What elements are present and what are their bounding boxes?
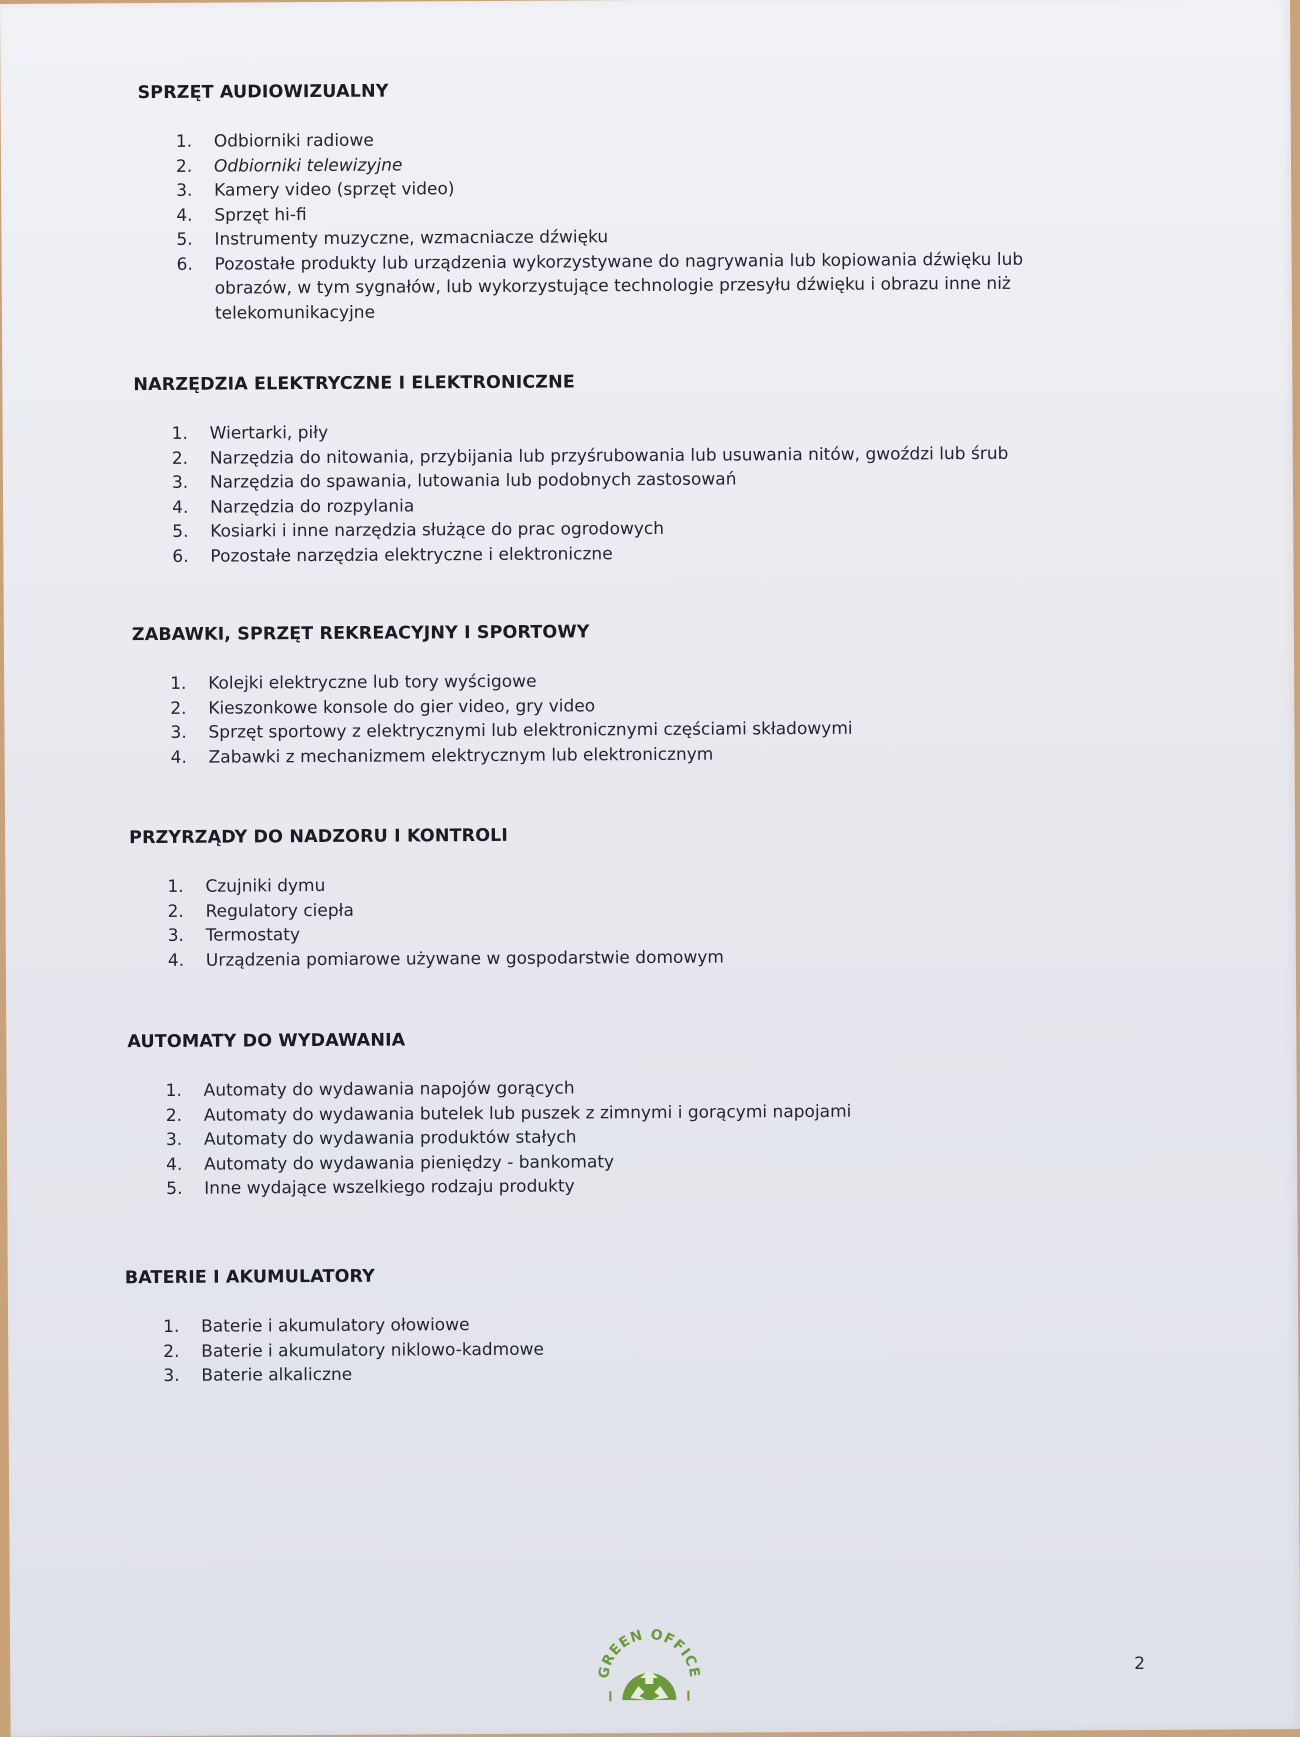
item-text: Kamery video (sprzęt video): [214, 179, 455, 201]
item-list: [138, 124, 1089, 326]
item-number: 2.: [167, 901, 184, 922]
item-number: 1.: [170, 673, 187, 694]
item-list: [129, 869, 1090, 973]
item-text: Automaty do wydawania napojów gorących: [203, 1078, 575, 1101]
item-number: 5.: [166, 1178, 183, 1199]
item-text: Baterie alkaliczne: [201, 1364, 353, 1386]
item-text: Narzędzia do nitowania, przybijania lub przyśrubowania lub usuwania nitów, gwoździ lub śrub: [209, 443, 1009, 469]
item-text: Sprzęt sportowy z elektrycznymi lub elektronicznymi częściami składowymi: [208, 718, 853, 743]
item-number: 3.: [167, 925, 185, 946]
item-number: 2.: [163, 1341, 180, 1362]
item-number: 3.: [170, 722, 187, 743]
logo-text: GREEN OFFICE: [595, 1626, 703, 1680]
item-number: 3.: [176, 180, 193, 201]
item-text: Narzędzia do spawania, lutowania lub podobnych zastosowań: [209, 469, 737, 493]
item-list: [128, 1073, 1109, 1201]
item-text: Kolejki elektryczne lub tory wyścigowe: [208, 671, 537, 694]
item-text: Instrumenty muzyczne, wzmacniacze dźwięku: [214, 227, 609, 250]
item-text: Kieszonkowe konsole do gier video, gry video: [208, 695, 596, 719]
item-number: 4.: [166, 1154, 183, 1175]
item-number: 2.: [171, 448, 189, 469]
item-text: Urządzenia pomiarowe używane w gospodarstwie domowym: [205, 947, 725, 971]
list-item: [125, 1358, 1085, 1388]
section-audiovisual: [137, 77, 1088, 326]
item-list: [132, 666, 1093, 770]
item-text: Baterie i akumulatory ołowiowe: [201, 1315, 470, 1337]
item-text: Narzędzia do rozpylania: [210, 495, 415, 518]
item-text: Wiertarki, piły: [209, 422, 329, 444]
item-number: 1.: [167, 876, 184, 897]
section-toys-sports: [132, 619, 1093, 770]
item-number: 2.: [165, 1105, 183, 1126]
item-number: 2.: [170, 698, 187, 719]
item-number: 5.: [176, 229, 193, 250]
item-number: 4.: [172, 497, 189, 518]
item-number: 1.: [163, 1316, 180, 1337]
item-text: Pozostałe produkty lub urządzenia wykorzystywane do nagrywania lub kopiowania dźwięku lub obrazów, w tym sygnałów, lub wykorzystujące technologie przesyłu dźwięku i obrazu inne niż telekomunikacyjne: [214, 249, 1024, 324]
item-number: 3.: [165, 1129, 183, 1150]
section-vending: [127, 1026, 1108, 1201]
section-title: BATERIE I AKUMULATORY: [124, 1266, 375, 1289]
item-text: Czujniki dymu: [205, 875, 326, 897]
item-number: 1.: [175, 131, 193, 152]
section-title: AUTOMATY DO WYDAWANIA: [127, 1030, 406, 1053]
item-number: 2.: [175, 156, 193, 177]
item-number: 5.: [172, 521, 189, 542]
item-text: Termostaty: [205, 925, 301, 946]
item-text: Inne wydające wszelkiego rodzaju produkty: [204, 1176, 575, 1199]
recycle-logo-icon: [594, 1618, 705, 1711]
item-text: Kosiarki i inne narzędzia służące do prac ogrodowych: [210, 518, 665, 542]
item-number: 1.: [171, 423, 188, 444]
item-number: 6.: [172, 546, 189, 567]
item-text: Automaty do wydawania produktów stałych: [203, 1127, 577, 1150]
section-electric-tools: [133, 369, 1094, 569]
page-number: 2: [1134, 1653, 1146, 1675]
section-title: NARZĘDZIA ELEKTRYCZNE I ELEKTRONICZNE: [133, 372, 575, 396]
item-number: 3.: [163, 1365, 180, 1386]
item-text: Baterie i akumulatory niklowo-kadmowe: [201, 1339, 545, 1362]
item-text: Automaty do wydawania pieniędzy - bankomaty: [204, 1151, 615, 1175]
list-item: [128, 1171, 1108, 1201]
item-number: 6.: [176, 254, 193, 275]
section-title: ZABAWKI, SPRZĘT REKREACYJNY I SPORTOWY: [131, 622, 590, 646]
item-text: Zabawki z mechanizmem elektrycznym lub elektronicznym: [208, 744, 714, 768]
section-batteries: [125, 1262, 1086, 1388]
list-item: [130, 943, 1090, 973]
item-number: 4.: [176, 205, 193, 226]
section-monitoring: [129, 822, 1090, 973]
item-number: 3.: [171, 472, 189, 493]
item-text: Automaty do wydawania butelek lub puszek z zimnymi i gorącymi napojami: [203, 1101, 852, 1126]
item-list: [134, 416, 1095, 569]
item-text: Regulatory ciepła: [205, 900, 354, 922]
section-title: SPRZĘT AUDIOWIZUALNY: [137, 81, 389, 104]
item-number: 4.: [170, 747, 187, 768]
list-item: [134, 539, 1094, 569]
item-text: Odbiorniki telewizyjne: [213, 154, 403, 177]
item-text: Sprzęt hi-fi: [214, 204, 307, 226]
list-item: [139, 247, 1089, 326]
item-number: 1.: [165, 1080, 182, 1101]
green-office-logo: [594, 1618, 705, 1711]
list-item: [133, 740, 1093, 770]
item-text: Pozostałe narzędzia elektryczne i elektroniczne: [210, 543, 613, 567]
item-list: [125, 1309, 1085, 1388]
section-title: PRZYRZĄDY DO NADZORU I KONTROLI: [129, 825, 509, 849]
item-text: Odbiorniki radiowe: [213, 130, 374, 152]
item-number: 4.: [167, 950, 185, 971]
